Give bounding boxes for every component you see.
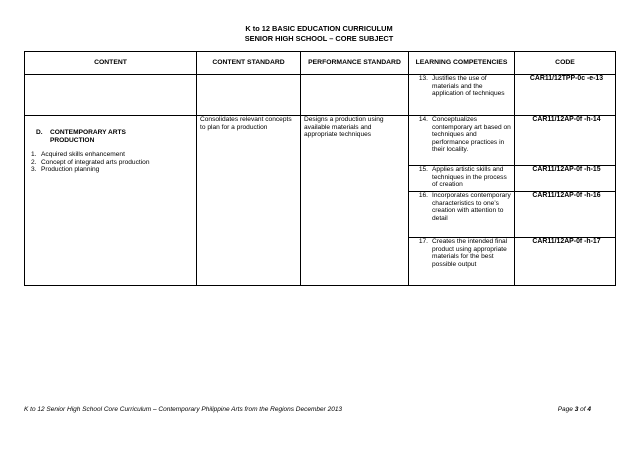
content-heading-text: CONTEMPORARY ARTS PRODUCTION	[50, 129, 126, 144]
performance-standard-cell	[301, 116, 409, 286]
competency-cell	[409, 116, 515, 166]
competency-text: Conceptualizes contemporary art based on techniques and performance practices in their locality.	[432, 116, 511, 154]
competency-number: 14.	[418, 116, 428, 123]
list-item: 3. Production planning	[31, 166, 100, 174]
performance-standard-text: Designs a production using available materials and appropriate techniques	[304, 116, 384, 139]
code-cell: CAR11/12TPP-0c -e-13	[515, 75, 616, 116]
code-cell: CAR11/12AP-0f -h-15	[515, 166, 616, 192]
content-standard-text: Consolidates relevant concepts to plan for a production	[200, 116, 292, 131]
empty-content-standard-cell	[197, 75, 301, 116]
table-header-row	[25, 52, 616, 75]
content-cell	[25, 116, 197, 286]
code-cell: CAR11/12AP-0f -h-14	[515, 116, 616, 166]
competency-cell	[409, 238, 515, 286]
content-heading	[36, 129, 196, 144]
competency-number: 13.	[418, 75, 428, 82]
code-cell: CAR11/12AP-0f -h-17	[515, 238, 616, 286]
list-item: 2. Concept of integrated arts production	[31, 158, 150, 166]
competency-number: 17.	[418, 238, 428, 245]
document-title	[0, 24, 638, 43]
curriculum-table	[24, 51, 616, 286]
competency-cell	[409, 75, 515, 116]
content-list	[28, 151, 196, 174]
competency-text: Incorporates contemporary characteristics to one’s creation with attention to detail	[432, 192, 511, 222]
table-row	[25, 75, 616, 116]
list-item: 1. Acquired skills enhancement	[31, 151, 125, 159]
competency-cell	[409, 192, 515, 238]
table-row	[25, 116, 616, 166]
title-line-2: SENIOR HIGH SCHOOL – CORE SUBJECT	[244, 33, 394, 43]
competency-cell	[409, 166, 515, 192]
page-footer	[24, 406, 615, 414]
content-standard-cell	[197, 116, 301, 286]
competency-text: Creates the intended final product using appropriate materials for the best possible output	[432, 238, 508, 268]
column-header-content: CONTENT	[25, 52, 197, 75]
competency-number: 16.	[418, 192, 428, 199]
column-header-learning-competencies: LEARNING COMPETENCIES	[409, 52, 515, 75]
content-heading-letter: D.	[36, 129, 43, 136]
page-number: Page 3 of 4	[557, 406, 591, 413]
column-header-performance-standard: PERFORMANCE STANDARD	[301, 52, 409, 75]
code-cell: CAR11/12AP-0f -h-16	[515, 192, 616, 238]
title-line-1: K to 12 BASIC EDUCATION CURRICULUM	[245, 24, 393, 33]
competency-number: 15.	[418, 166, 428, 173]
column-header-code: CODE	[515, 52, 616, 75]
competency-text: Justifies the use of materials and the application of techniques	[432, 75, 505, 98]
column-header-content-standard: CONTENT STANDARD	[197, 52, 301, 75]
empty-performance-standard-cell	[301, 75, 409, 116]
competency-text: Applies artistic skills and techniques in the process of creation	[432, 166, 507, 189]
empty-content-cell	[25, 75, 197, 116]
footer-document-info: K to 12 Senior High School Core Curriculum – Contemporary Philippine Arts from the Regions December 2013	[24, 406, 343, 413]
